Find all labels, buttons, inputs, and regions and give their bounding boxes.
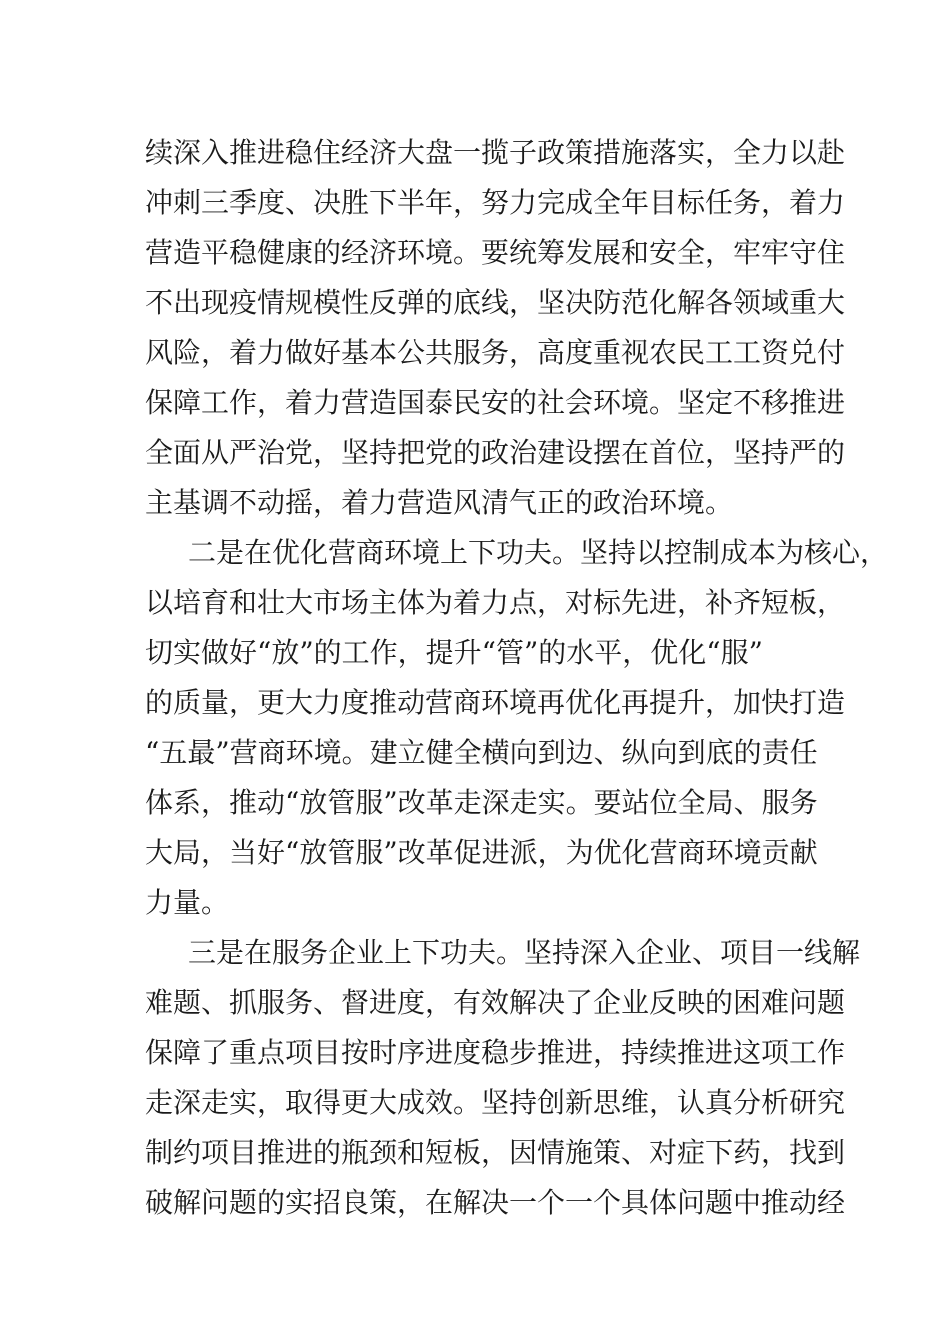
text-line: 体系，推动“放管服”改革走深走实。要站位全局、服务 [145,786,818,819]
text-line: 营造平稳健康的经济环境。要统筹发展和安全，牢牢守住 [145,236,846,269]
text-line: 保障了重点项目按时序进度稳步推进，持续推进这项工作 [145,1036,846,1069]
text-line: 力量。 [145,886,230,919]
text-line: “五最”营商环境。建立健全横向到边、纵向到底的责任 [145,736,818,769]
text-line: 难题、抓服务、督进度，有效解决了企业反映的困难问题 [145,986,846,1019]
text-line: 全面从严治党，坚持把党的政治建设摆在首位，坚持严的 [145,436,846,469]
text-line: 制约项目推进的瓶颈和短板，因情施策、对症下药，找到 [145,1136,846,1169]
text-line: 走深走实，取得更大成效。坚持创新思维，认真分析研究 [145,1086,846,1119]
text-line: 不出现疫情规模性反弹的底线，坚决防范化解各领域重大 [145,286,846,319]
text-line: 冲刺三季度、决胜下半年，努力完成全年目标任务，着力 [145,186,846,219]
text-line: 的质量，更大力度推动营商环境再优化再提升，加快打造 [145,686,846,719]
text-line: 续深入推进稳住经济大盘一揽子政策措施落实，全力以赴 [145,136,846,169]
paragraph-start-line: 三是在服务企业上下功夫。坚持深入企业、项目一线解 [188,936,861,969]
text-line: 大局，当好“放管服”改革促进派，为优化营商环境贡献 [145,836,818,869]
paragraph-start-line: 二是在优化营商环境上下功夫。坚持以控制成本为核心， [188,536,889,569]
text-line: 以培育和壮大市场主体为着力点，对标先进，补齐短板， [145,586,846,619]
text-line: 切实做好“放”的工作，提升“管”的水平，优化“服” [145,636,763,669]
text-line: 风险，着力做好基本公共服务，高度重视农民工工资兑付 [145,336,846,369]
text-line: 主基调不动摇，着力营造风清气正的政治环境。 [145,486,734,519]
text-line: 破解问题的实招良策，在解决一个一个具体问题中推动经 [145,1186,846,1219]
text-line: 保障工作，着力营造国泰民安的社会环境。坚定不移推进 [145,386,846,419]
